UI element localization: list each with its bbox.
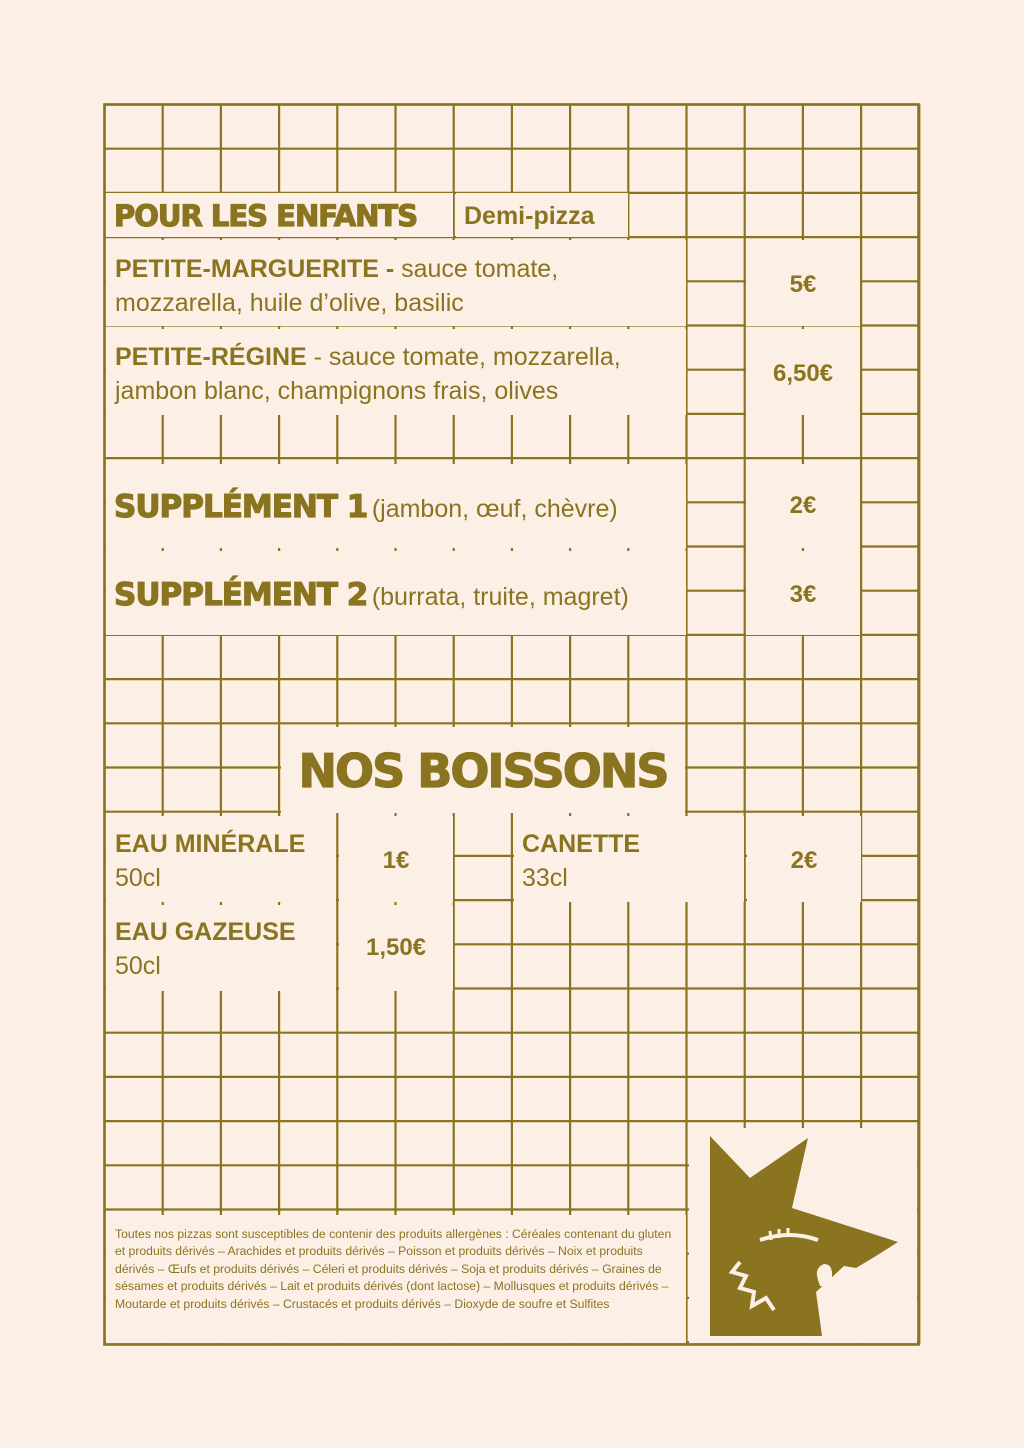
supplement-2: [114, 577, 629, 613]
drink-1-price: 1€: [382, 847, 410, 874]
supplement-1: [114, 489, 618, 525]
drink-1-name: EAU MINÉRALE: [115, 830, 306, 858]
drink-2-volume: 33cl: [522, 864, 568, 892]
kids-heading: POUR LES ENFANTS: [114, 199, 418, 233]
kids-item-2-price: 6,50€: [772, 360, 834, 387]
drinks-heading: NOS BOISSONS: [298, 744, 668, 798]
kids-item-1-sep: -: [378, 255, 402, 283]
kids-item-1-price: 5€: [789, 271, 817, 298]
kids-item-2: [115, 340, 621, 408]
drink-2: [522, 828, 640, 896]
supplement-2-price: 3€: [789, 581, 817, 608]
supplement-2-desc: (burrata, truite, magret): [371, 583, 629, 611]
fox-head-icon: [700, 1130, 910, 1340]
drink-1-volume: 50cl: [115, 864, 161, 892]
supplement-1-desc: (jambon, œuf, chèvre): [371, 495, 618, 523]
drink-3: [115, 916, 296, 984]
kids-item-2-sep: -: [306, 343, 329, 371]
kids-item-2-desc-line2: jambon blanc, champignons frais, olives: [115, 377, 559, 405]
kids-subheading: Demi-pizza: [464, 202, 595, 230]
kids-item-1: [115, 252, 558, 320]
allergens-notice: Toutes nos pizzas sont susceptibles de contenir des produits allergènes : Céréales contenant du gluten et produits dérivés – Arachides et produits dérivés – Poisson et produits dérivés – Noix et produits dérivés – Œufs et produits dérivés – Céleri et produits dérivés – Soja et produits dérivés – Graines de sésames et produits dérivés – Lait et produits dérivés (dont lactose) – Mollusques et produits dérivés – Moutarde et produits dérivés – Crustacés et produits dérivés – Dioxyde de soufre et Sulfites: [115, 1227, 672, 1311]
drink-2-name: CANETTE: [522, 830, 641, 858]
kids-item-2-desc-line1: sauce tomate, mozzarella,: [328, 343, 621, 371]
kids-item-1-desc-line2: mozzarella, huile d’olive, basilic: [115, 289, 464, 317]
supplement-2-name: SUPPLÉMENT 2: [114, 577, 368, 613]
kids-item-2-name: PETITE-RÉGINE: [115, 343, 307, 371]
supplement-1-price: 2€: [789, 492, 817, 519]
kids-item-1-name: PETITE-MARGUERITE: [115, 255, 379, 283]
drink-3-volume: 50cl: [115, 952, 161, 980]
drink-3-name: EAU GAZEUSE: [115, 918, 296, 946]
drink-2-price: 2€: [790, 847, 818, 874]
supplement-1-name: SUPPLÉMENT 1: [114, 489, 368, 525]
kids-item-1-desc-line1: sauce tomate,: [401, 255, 559, 283]
drink-3-price: 1,50€: [365, 934, 427, 961]
drink-1: [115, 828, 305, 896]
